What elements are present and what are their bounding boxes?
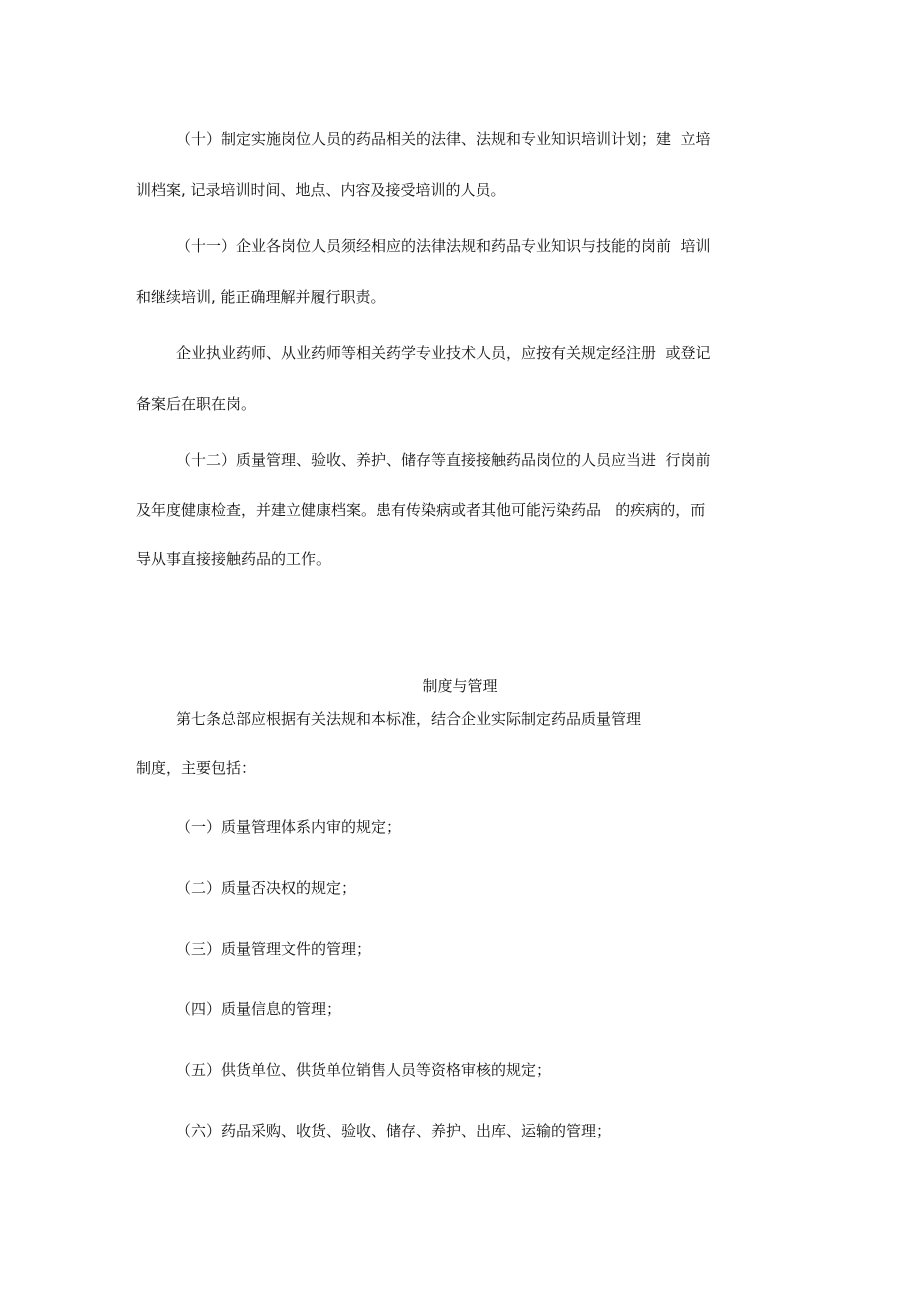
paragraph-11-line-2: 和继续培训, 能正确理解并履行职责。 xyxy=(136,288,386,306)
paragraph-12-line-3: 导从事直接接触药品的工作。 xyxy=(136,550,332,568)
paragraph-11-line-1: （十一）企业各岗位人员须经相应的法律法规和药品专业知识与技能的岗前 培训 xyxy=(176,237,711,255)
paragraph-pharmacist-line-2: 备案后在职在岗。 xyxy=(136,395,257,413)
paragraph-10-line-2: 训档案, 记录培训时间、地点、内容及接受培训的人员。 xyxy=(136,181,506,199)
article-7-line-1: 第七条总部应根据有关法规和本标准，结合企业实际制定药品质量管理 xyxy=(176,710,642,728)
list-item: （五）供货单位、供货单位销售人员等资格审核的规定； xyxy=(176,1061,552,1079)
paragraph-12-line-1: （十二）质量管理、验收、养护、储存等直接接触药品岗位的人员应当进 行岗前 xyxy=(176,451,711,469)
section-title: 制度与管理 xyxy=(422,677,498,695)
paragraph-10-line-1: （十）制定实施岗位人员的药品相关的法律、法规和专业知识培训计划；建 立培 xyxy=(176,130,711,148)
list-item: （一）质量管理体系内审的规定； xyxy=(176,818,402,836)
list-item: （六）药品采购、收货、验收、储存、养护、出库、运输的管理； xyxy=(176,1122,612,1140)
paragraph-12-line-2: 及年度健康检查，并建立健康档案。患有传染病或者其他可能污染药品 的疾病的，而 xyxy=(136,501,706,519)
list-item: （二）质量否决权的规定； xyxy=(176,879,357,897)
list-item: （三）质量管理文件的管理； xyxy=(176,940,372,958)
article-7-line-2: 制度，主要包括： xyxy=(136,759,257,777)
list-item: （四）质量信息的管理； xyxy=(176,1000,342,1018)
paragraph-pharmacist-line-1: 企业执业药师、从业药师等相关药学专业技术人员，应按有关规定经注册 或登记 xyxy=(176,344,711,362)
